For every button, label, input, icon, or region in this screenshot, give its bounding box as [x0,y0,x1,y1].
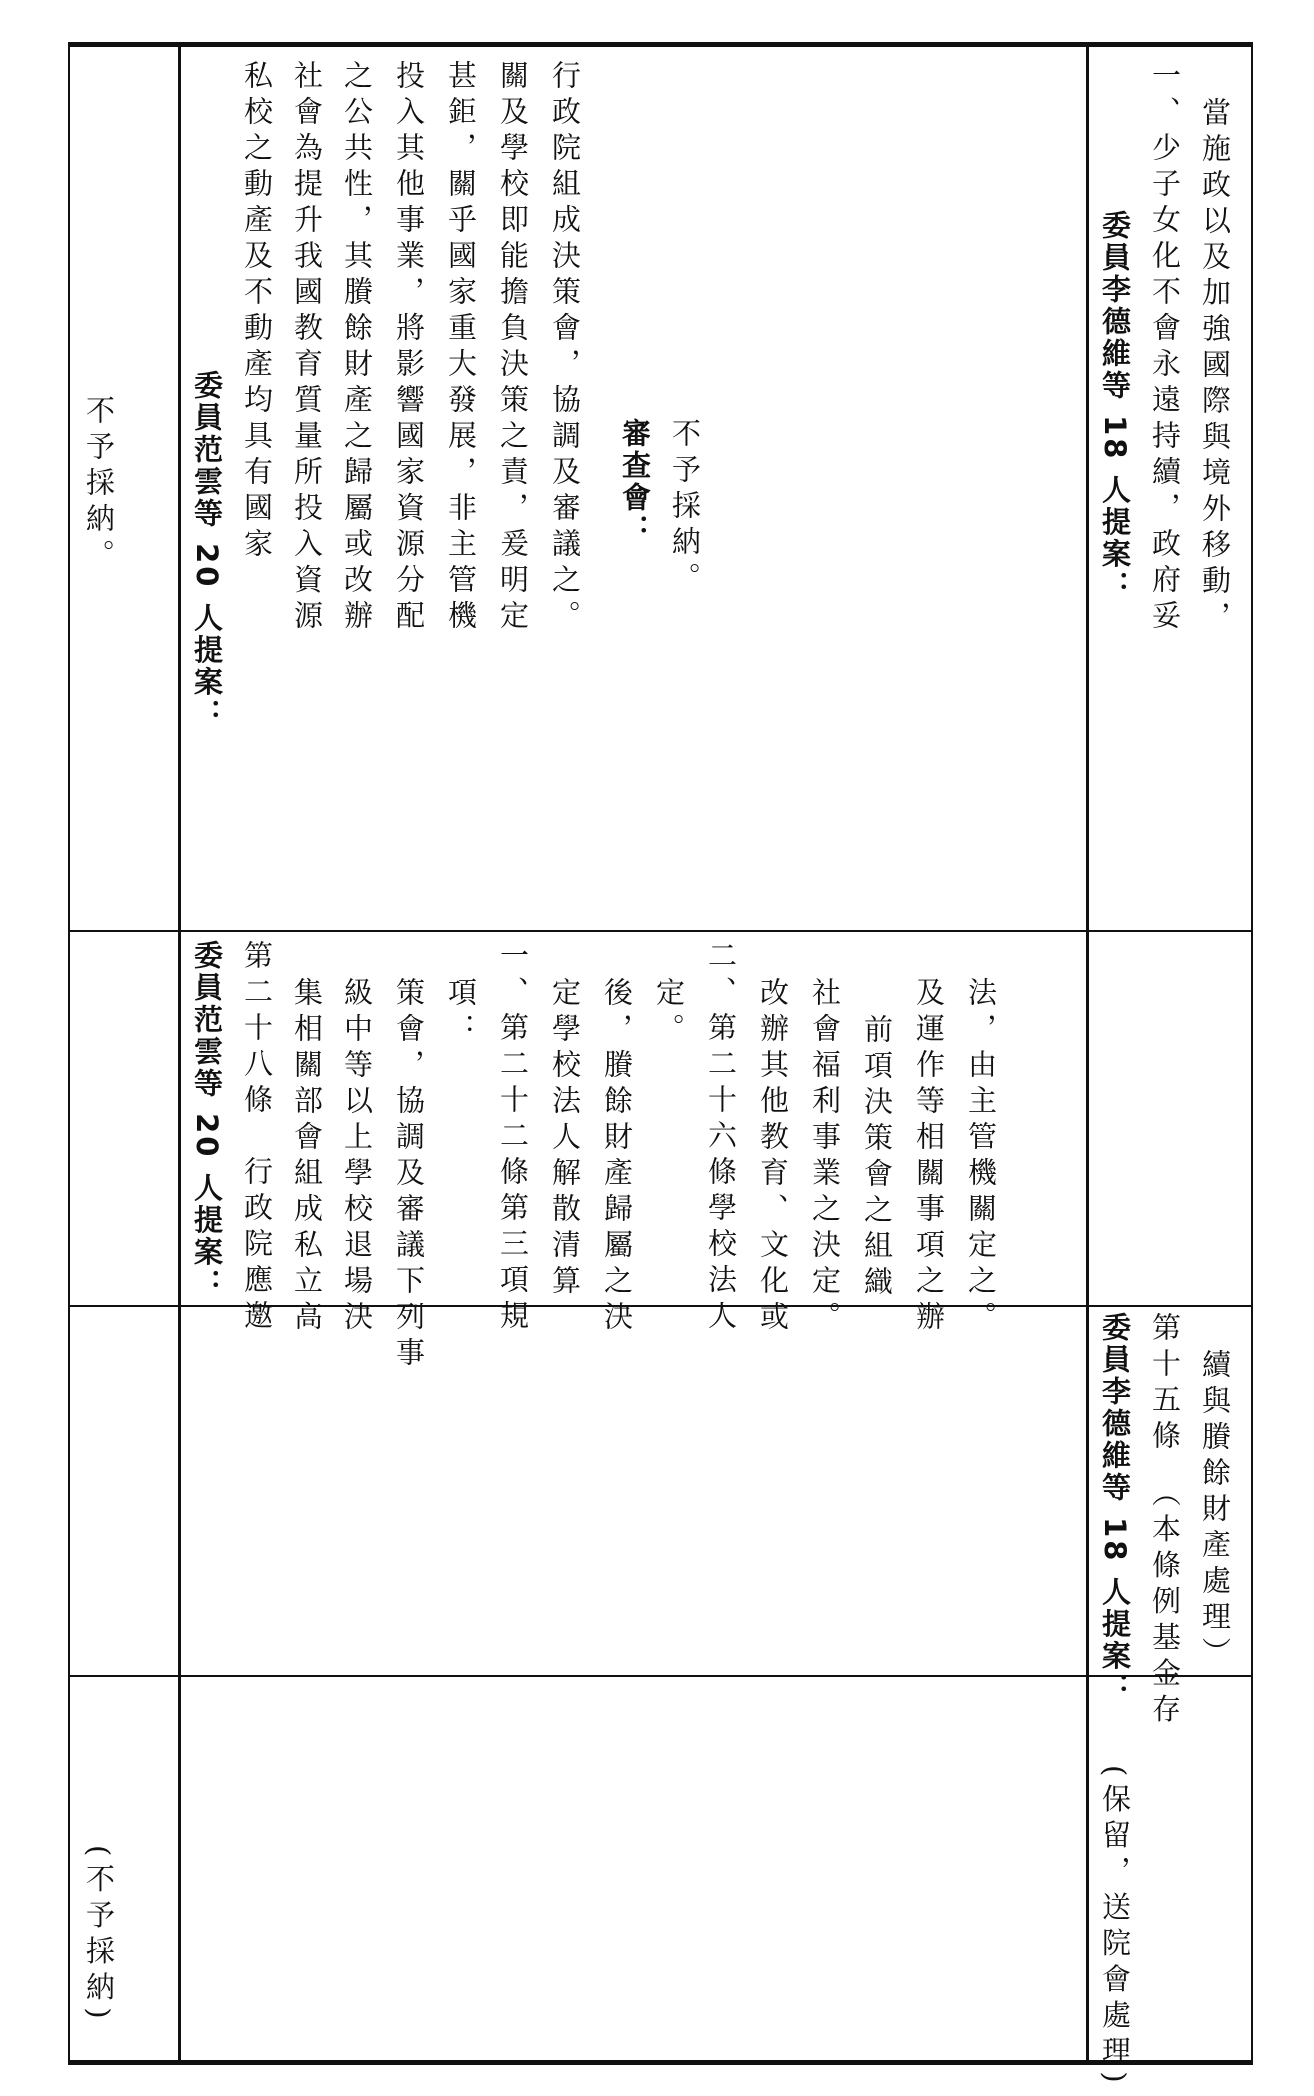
proposer-title: 委員范雲等 20 人提案： [190,370,224,731]
proposal-line: 當施政以及加強國際與境外移動， [1198,97,1232,637]
proposal-line: 甚鉅，關乎國家重大發展，非主管機 [444,60,478,636]
article-line: 前項決策會之組織 [860,1014,894,1302]
article-line: 二、第二十六條學校法人 [704,940,738,1336]
proposal-line: 一、少子女化不會永遠持續，政府妥 [1148,60,1182,636]
table-right-border [1251,42,1253,2065]
article-line: 及運作等相關事項之辦 [912,977,946,1337]
cell-text: (保留，送院會處理) [1098,1765,1132,2090]
column-divider [68,930,1251,932]
proposal-line: 行政院組成決策會，協調及審議之。 [548,60,582,636]
article-line: 法，由主管機關定之。 [964,977,998,1337]
article-line: 第二十八條 行政院應邀 [240,940,274,1336]
review-title: 審查會： [618,418,652,546]
article-line: 定。 [652,977,686,1049]
cell-text: 不予採納。 [82,395,116,575]
row-divider [178,42,181,2065]
proposal-line: 之公共性，其賸餘財產之歸屬或改辦 [340,60,374,636]
article-line: 第十五條 （本條例基金存 [1148,1312,1182,1730]
proposal-line: 投入其他事業，將影響國家資源分配 [392,60,426,636]
column-divider [68,1675,1251,1677]
article-line: 策會，協調及審議下列事 [392,977,426,1373]
row-divider [1086,42,1089,2065]
article-line: 一、第二十二條第三項規 [496,940,530,1336]
proposal-line: 關及學校即能擔負決策之責，爰明定 [496,60,530,636]
article-line: 改辦其他教育、文化或 [756,977,790,1337]
table-bottom-border [68,2060,1251,2065]
article-line: 集相關部會組成私立高 [290,977,324,1337]
proposer-title: 委員李德維等 18 人提案： [1098,210,1132,603]
proposal-line: 私校之動產及不動產均具有國家 [240,60,274,564]
proposer-title: 委員李德維等 18 人提案： [1098,1312,1132,1705]
article-line: 社會福利事業之決定。 [808,977,842,1337]
table-left-border [68,42,70,2065]
article-line: 續與賸餘財產處理） [1198,1349,1232,1673]
review-text: 不予採納。 [668,418,702,598]
proposal-line: 社會為提升我國教育質量所投入資源 [290,60,324,636]
article-line: 定學校法人解散清算 [548,977,582,1301]
article-line: 後，賸餘財產歸屬之決 [600,977,634,1337]
article-line: 級中等以上學校退場決 [340,977,374,1337]
cell-text: (不予採納) [82,1845,116,2026]
article-line: 項： [444,977,478,1049]
proposer-title: 委員范雲等 20 人提案： [190,940,224,1301]
table-top-border [68,42,1251,47]
